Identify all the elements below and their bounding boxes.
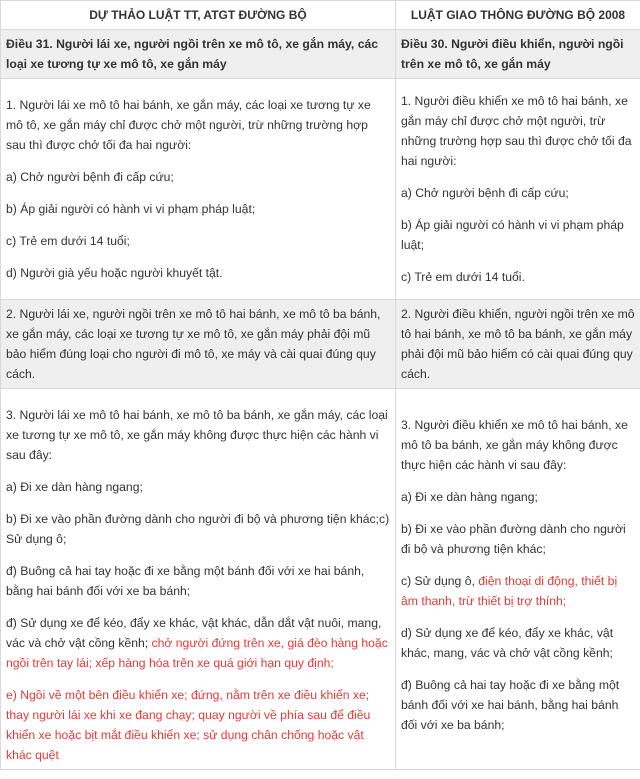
table-row (1, 30, 640, 79)
added-text: điện thoại di động, thiết bị âm thanh, trừ thiết bị trợ thính; (401, 574, 618, 608)
paragraph: đ) Sử dụng xe để kéo, đẩy xe khác, vật khác, dẫn dắt vật nuôi, mang, vác và chở vật cồng kềnh; chở người đứng trên xe, giá đèo hàng hoặc ngồi trên tay lái; xếp hàng hóa trên xe quá giới hạn quy định; (6, 616, 388, 670)
law-clause-3 (396, 389, 640, 770)
paragraph: b) Áp giải người có hành vi vi phạm pháp luật; (401, 218, 624, 252)
table-row (1, 79, 640, 300)
table-header-row (1, 1, 640, 30)
added-text: chở người đứng trên xe, giá đèo hàng hoặc ngồi trên tay lái; xếp hàng hóa trên xe quá giới hạn quy định; (6, 636, 388, 670)
draft-clause-2 (1, 300, 396, 389)
paragraph: 3. Người điều khiển xe mô tô hai bánh, xe mô tô ba bánh, xe gắn máy không được thực hiện các hành vi sau đây: (401, 418, 628, 472)
draft-clause-3 (1, 389, 396, 770)
paragraph: a) Đi xe dàn hàng ngang; (401, 490, 538, 504)
paragraph: a) Đi xe dàn hàng ngang; (6, 480, 143, 494)
paragraph: a) Chở người bệnh đi cấp cứu; (401, 186, 569, 200)
draft-clause-1 (1, 79, 396, 300)
header-law-2008: LUẬT GIAO THÔNG ĐƯỜNG BỘ 2008 (396, 1, 640, 30)
article-31-title: Điều 31. Người lái xe, người ngồi trên xe mô tô, xe gắn máy, các loại xe tương tự xe mô tô, xe gắn máy (1, 30, 396, 79)
law-clause-1 (396, 79, 640, 300)
paragraph: d) Sử dụng xe để kéo, đẩy xe khác, vật khác, mang, vác và chở vật cồng kềnh; (401, 626, 614, 660)
paragraph: b) Đi xe vào phần đường dành cho người đi bộ và phương tiện khác;c) Sử dụng ô; (6, 512, 390, 546)
paragraph: c) Trẻ em dưới 14 tuổi. (401, 270, 525, 284)
paragraph: c) Trẻ em dưới 14 tuổi; (6, 234, 130, 248)
law-clause-2 (396, 300, 640, 389)
paragraph: đ) Buông cả hai tay hoặc đi xe bằng một bánh đối với xe hai bánh, bằng hai bánh đối với xe ba bánh; (401, 678, 620, 732)
paragraph: a) Chở người bệnh đi cấp cứu; (6, 170, 174, 184)
paragraph: 2. Người điều khiển, người ngồi trên xe mô tô hai bánh, xe mô tô ba bánh, xe gắn máy phải đội mũ bảo hiểm có cài quai đúng quy cách. (401, 307, 635, 381)
paragraph: b) Đi xe vào phần đường dành cho người đi bộ và phương tiện khác; (401, 522, 626, 556)
article-30-title: Điều 30. Người điều khiển, người ngồi trên xe mô tô, xe gắn máy (396, 30, 640, 79)
table-row (1, 300, 640, 389)
paragraph: 1. Người lái xe mô tô hai bánh, xe gắn máy, các loại xe tương tự xe mô tô, xe gắn máy chỉ được chở một người, trừ những trường hợp sau thì được chở tối đa hai người: (6, 98, 371, 152)
paragraph: 2. Người lái xe, người ngồi trên xe mô tô hai bánh, xe mô tô ba bánh, xe gắn máy, các loại xe tương tự xe mô tô, xe gắn máy phải đội mũ bảo hiểm đúng loại cho người đi mô tô, xe máy và cài quai đúng quy cách. (6, 307, 381, 381)
paragraph: 1. Người điều khiển xe mô tô hai bánh, xe gắn máy chỉ được chở một người, trừ những trường hợp sau thì được chở tối đa hai người: (401, 94, 632, 168)
added-text: e) Ngồi về một bên điều khiển xe; đứng, nằm trên xe điều khiển xe; thay người lái xe khi xe đang chạy; quay người về phía sau để điều khiển xe hoặc bịt mắt điều khiển xe; sử dụng chân chống hoặc vật khác quệt (6, 688, 371, 762)
paragraph: c) Sử dụng ô, điện thoại di động, thiết bị âm thanh, trừ thiết bị trợ thính; (401, 574, 618, 608)
table-row (1, 389, 640, 770)
paragraph: 3. Người lái xe mô tô hai bánh, xe mô tô ba bánh, xe gắn máy, các loại xe tương tự xe mô tô, xe gắn máy không được thực hiện các hành vi sau đây: (6, 408, 388, 462)
header-draft-law: DỰ THẢO LUẬT TT, ATGT ĐƯỜNG BỘ (1, 1, 396, 30)
paragraph: b) Áp giải người có hành vi vi phạm pháp luật; (6, 202, 256, 216)
paragraph: đ) Buông cả hai tay hoặc đi xe bằng một bánh đối với xe hai bánh, bằng hai bánh đối với xe ba bánh; (6, 564, 365, 598)
paragraph: d) Người già yếu hoặc người khuyết tật. (6, 266, 223, 280)
